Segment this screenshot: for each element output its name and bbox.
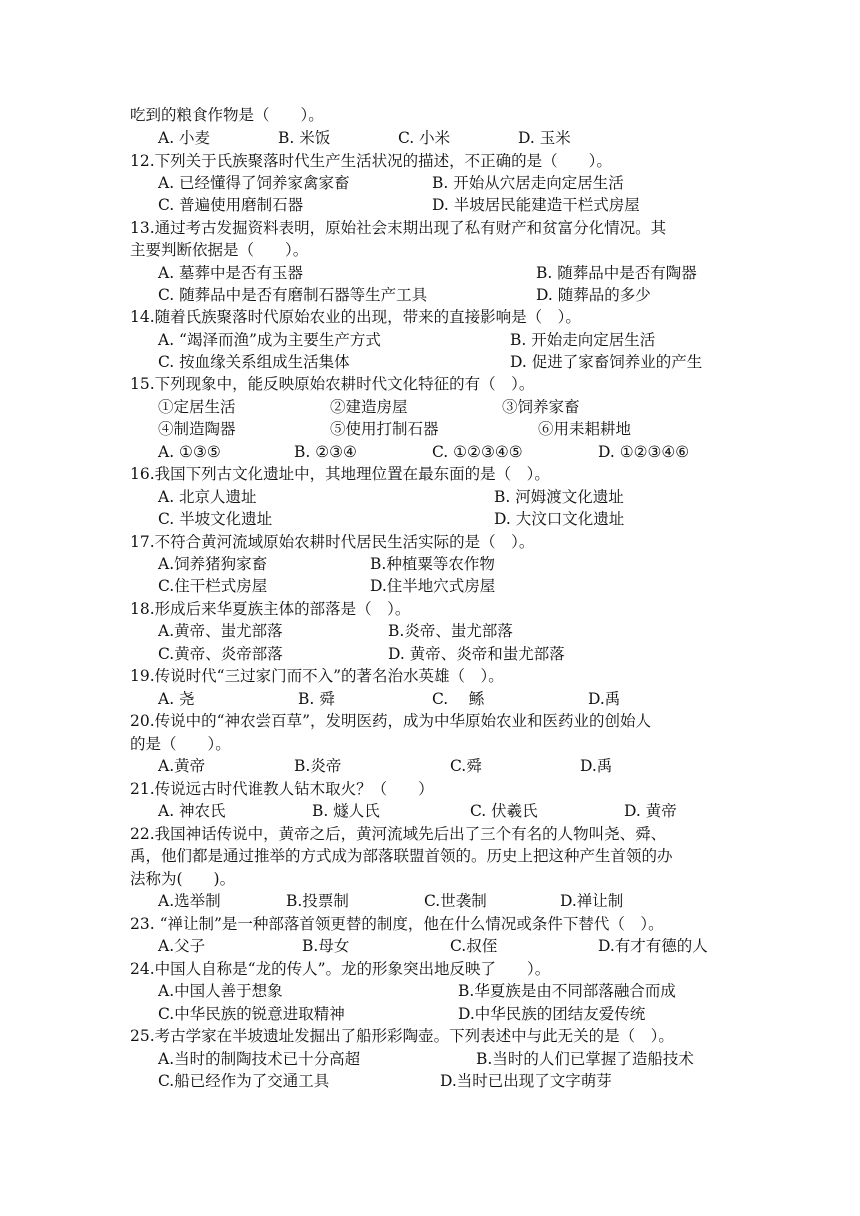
option-b: B. 随葬品中是否有陶器 bbox=[536, 264, 697, 282]
option-b: B.当时的人们已掌握了造船技术 bbox=[476, 1050, 694, 1068]
option-b: B.种植粟等农作物 bbox=[370, 555, 495, 573]
option-a: A. 北京人遗址 bbox=[158, 488, 257, 506]
question-text-line: 吃到的粮食作物是（ ）。 bbox=[130, 106, 324, 124]
option-d: D.禹 bbox=[588, 690, 621, 708]
option-a: A.选举制 bbox=[158, 892, 221, 910]
option-a: A.中国人善于想象 bbox=[158, 982, 283, 1000]
option-d: D. 玉米 bbox=[518, 129, 571, 147]
option-a: A.黄帝 bbox=[158, 757, 206, 775]
question-text-line: 17.不符合黄河流域原始农耕时代居民生活实际的是（ ）。 bbox=[130, 533, 535, 551]
option-c: C.中华民族的锐意进取精神 bbox=[158, 1005, 345, 1023]
option-c: C. 按血缘关系组成生活集体 bbox=[158, 353, 350, 371]
option-c: C.舜 bbox=[450, 757, 482, 775]
option-c: C. 鲧 bbox=[432, 690, 485, 708]
option-d: D.禹 bbox=[580, 757, 613, 775]
question-text-line: 主要判断依据是（ ）。 bbox=[130, 241, 309, 259]
option-d: D. 黄帝、炎帝和蚩尤部落 bbox=[388, 645, 565, 663]
question-text-line: 24.中国人自称是“龙的传人”。龙的形象突出地反映了 ）。 bbox=[130, 960, 551, 978]
option-b: B.炎帝 bbox=[294, 757, 342, 775]
option-b: B. 开始走向定居生活 bbox=[510, 331, 656, 349]
option-b: B. 开始从穴居走向定居生活 bbox=[432, 174, 624, 192]
option-a: A.黄帝、蚩尤部落 bbox=[158, 622, 283, 640]
option-a: A.饲养猪狗家畜 bbox=[158, 555, 268, 573]
option-c: C. ①②③④⑤ bbox=[432, 443, 523, 461]
option-c: C.船已经作为了交通工具 bbox=[158, 1072, 330, 1090]
option-a: A.父子 bbox=[158, 937, 206, 955]
option-d: D.住半地穴式房屋 bbox=[370, 577, 496, 595]
statement-2: ②建造房屋 bbox=[330, 398, 408, 416]
option-c: C. 半坡文化遗址 bbox=[158, 510, 273, 528]
question-text-line: 21.传说远古时代谁教人钻木取火？（ ） bbox=[130, 780, 434, 798]
option-a: A. 小麦 bbox=[158, 129, 211, 147]
option-d: D.禅让制 bbox=[560, 892, 624, 910]
option-d: D. 随葬品的多少 bbox=[536, 286, 651, 304]
statement-1: ①定居生活 bbox=[158, 398, 236, 416]
question-text-line: 18.形成后来华夏族主体的部落是（ ）。 bbox=[130, 600, 411, 618]
question-text-line: 12.下列关于氏族聚落时代生产生活状况的描述，不正确的是（ ）。 bbox=[130, 152, 612, 170]
question-text-line: 19.传说时代“三过家门而不入”的著名治水英雄（ ）。 bbox=[130, 667, 504, 685]
option-a: A. ①③⑤ bbox=[158, 443, 221, 461]
question-text-line: 20.传说中的“神农尝百草”，发明医药，成为中华原始农业和医药业的创始人 bbox=[130, 712, 652, 730]
option-d: D.当时已出现了文字萌芽 bbox=[440, 1072, 612, 1090]
option-c: C. 随葬品中是否有磨制石器等生产工具 bbox=[158, 286, 428, 304]
question-text-line: 法称为( )。 bbox=[130, 870, 236, 888]
statement-3: ③饲养家畜 bbox=[502, 398, 580, 416]
question-text-line: 13.通过考古发掘资料表明，原始社会末期出现了私有财产和贫富分化情况。其 bbox=[130, 219, 667, 237]
option-c: C.世袭制 bbox=[424, 892, 487, 910]
option-d: D. 促进了家畜饲养业的产生 bbox=[510, 353, 703, 371]
question-text-line: 16.我国下列古文化遗址中，其地理位置在最东面的是（ ）。 bbox=[130, 465, 550, 483]
option-b: B. 燧人氏 bbox=[312, 802, 380, 820]
option-d: D. ①②③④⑥ bbox=[598, 443, 690, 461]
option-c: C.叔侄 bbox=[450, 937, 498, 955]
option-d: D. 半坡居民能建造干栏式房屋 bbox=[432, 196, 640, 214]
statement-5: ⑤使用打制石器 bbox=[330, 420, 439, 438]
option-b: B. 米饭 bbox=[278, 129, 331, 147]
question-text-line: 15.下列现象中，能反映原始农耕时代文化特征的有（ ）。 bbox=[130, 375, 535, 393]
option-c: C.黄帝、炎帝部落 bbox=[158, 645, 283, 663]
option-b: B. 舜 bbox=[298, 690, 335, 708]
option-b: B.炎帝、蚩尤部落 bbox=[388, 622, 513, 640]
question-text-line: 14.随着氏族聚落时代原始农业的出现，带来的直接影响是（ ）。 bbox=[130, 308, 581, 326]
option-a: A. 墓葬中是否有玉器 bbox=[158, 264, 304, 282]
option-b: B. 河姆渡文化遗址 bbox=[494, 488, 624, 506]
option-a: A. 已经懂得了饲养家禽家畜 bbox=[158, 174, 350, 192]
option-b: B.母女 bbox=[302, 937, 350, 955]
option-a: A.当时的制陶技术已十分高超 bbox=[158, 1050, 361, 1068]
option-c: C. 普遍使用磨制石器 bbox=[158, 196, 304, 214]
question-text-line: 的是（ ）。 bbox=[130, 735, 231, 753]
option-c: C. 伏羲氏 bbox=[470, 802, 538, 820]
option-b: B.华夏族是由不同部落融合而成 bbox=[458, 982, 676, 1000]
option-b: B. ②③④ bbox=[294, 443, 357, 461]
option-d: D.有才有德的人 bbox=[598, 937, 708, 955]
option-a: A. 尧 bbox=[158, 690, 195, 708]
option-a: A. “竭泽而渔”成为主要生产方式 bbox=[158, 331, 381, 349]
question-text-line: 23. “禅让制”是一种部落首领更替的制度，他在什么情况或条件下替代（ ）。 bbox=[130, 915, 664, 933]
option-d: D.中华民族的团结友爱传统 bbox=[458, 1005, 646, 1023]
option-a: A. 神农氏 bbox=[158, 802, 226, 820]
option-b: B.投票制 bbox=[286, 892, 349, 910]
question-text-line: 25.考古学家在半坡遗址发掘出了船形彩陶壶。下列表述中与此无关的是（ ）。 bbox=[130, 1027, 674, 1045]
option-d: D. 大汶口文化遗址 bbox=[494, 510, 625, 528]
statement-6: ⑥用耒耜耕地 bbox=[538, 420, 632, 438]
statement-4: ④制造陶器 bbox=[158, 420, 236, 438]
option-c: C. 小米 bbox=[398, 129, 451, 147]
option-d: D. 黄帝 bbox=[624, 802, 677, 820]
option-c: C.住干栏式房屋 bbox=[158, 577, 268, 595]
question-text-line: 22.我国神话传说中，黄帝之后，黄河流域先后出了三个有名的人物叫尧、舜、 bbox=[130, 825, 667, 843]
question-text-line: 禹，他们都是通过推举的方式成为部落联盟首领的。历史上把这种产生首领的办 bbox=[130, 847, 673, 865]
